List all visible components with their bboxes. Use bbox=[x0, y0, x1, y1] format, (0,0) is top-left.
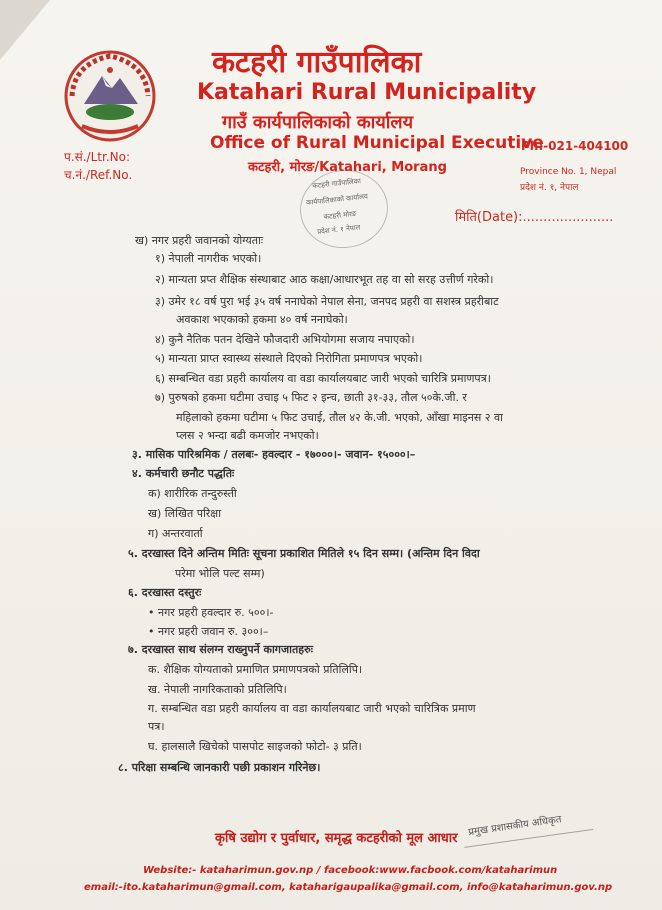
municipality-name-nepali: कटहरी गाउँपालिका bbox=[212, 45, 422, 80]
kha-item: प्लस २ भन्दा बढी कमजोर नभएको। bbox=[176, 429, 319, 442]
kha-item: ३) उमेर १८ वर्ष पुरा भई ३५ वर्ष ननाघेको नेपाल सेना, जनपद प्रहरी वा सशस्त्र प्रहरीबाट bbox=[155, 295, 499, 308]
province-nepali: प्रदेश नं. १, नेपाल bbox=[520, 183, 579, 193]
phone-number: Ph:-021-404100 bbox=[521, 139, 629, 153]
office-address: कटहरी, मोरङ/Katahari, Morang bbox=[248, 160, 447, 175]
document-item: ग. सम्बन्धित वडा प्रहरी कार्यालय वा वडा कार्यालयबाट जारी भएको चारित्रिक प्रमाण bbox=[148, 702, 476, 715]
municipality-name-english: Katahari Rural Municipality bbox=[197, 80, 537, 105]
kha-item: ५) मान्यता प्राप्त स्वास्थ्य संस्थाले दिएको निरोगिता प्रमाणपत्र भएको। bbox=[155, 352, 423, 365]
deadline-line-2: परेमा भोलि पल्ट सम्म) bbox=[175, 567, 265, 580]
exam-note: ८. परिक्षा सम्बन्धि जानकारी पछी प्रकाशन गरिनेछ। bbox=[118, 761, 321, 774]
document-item: पत्र। bbox=[148, 720, 165, 733]
seal-line-2: कार्यपालिकाको कार्यालय bbox=[305, 192, 369, 207]
officer-stamp bbox=[461, 803, 593, 848]
documents-title: ७. दरखास्त साथ संलग्न राख्नुपर्ने कागजातहरुः bbox=[128, 643, 313, 656]
kha-item: ६) सम्बन्धित वडा प्रहरी कार्यालय वा वडा कार्यालयबाट जारी भएको चारित्रि प्रमाणपत्र। bbox=[155, 372, 491, 385]
footer-slogan: कृषि उद्योग र पुर्वाधार, समृद्ध कटहरीको मूल आधार bbox=[215, 831, 458, 846]
salary-line: ३. मासिक पारिश्रमिक / तलबः- हवल्दार - १७०००।- जवान- १५०००।– bbox=[132, 448, 416, 461]
officer-stamp-text: प्रमुख प्रशासकीय अधिकृत bbox=[467, 814, 563, 839]
document-item: घ. हालसालै खिचेको पासपोट साइजको फोटो- ३ प्रति। bbox=[148, 740, 362, 753]
selection-item: ख) लिखित परिक्षा bbox=[148, 507, 222, 520]
section-kha-title: ख) नगर प्रहरी जवानको योग्यताः bbox=[135, 234, 264, 247]
footer-email[interactable]: email:-ito.kataharimun@gmail.com, kataharigaupalika@gmail.com, info@kataharimun.gov.np bbox=[84, 882, 613, 893]
seal-line-4: प्रदेश नं. १ नेपाल bbox=[316, 223, 361, 236]
date-label: मिति(Date):...................... bbox=[455, 210, 614, 225]
selection-item: ग) अन्तरवार्ता bbox=[148, 527, 203, 540]
document-item: क. शैक्षिक योग्यताको प्रमाणित प्रमाणपत्रको प्रतिलिपि। bbox=[148, 663, 363, 676]
seal-line-1: कटहरी गाउँपालिका bbox=[312, 177, 362, 191]
kha-item: ४) कुनै नैतिक पतन देखिने फौजदारी अभियोगमा सजाय नपाएको। bbox=[155, 333, 415, 346]
office-name-nepali: गाउँ कार्यपालिकाको कार्यालय bbox=[222, 112, 414, 133]
selection-item: क) शारीरिक तन्दुरुस्ती bbox=[148, 487, 237, 500]
kha-item: अवकाश भएकाको हकमा ४० वर्ष ननाघेको। bbox=[176, 313, 348, 326]
footer-website[interactable]: Website:- kataharimun.gov.np / facebook:www.facbook.com/kataharimun bbox=[143, 865, 558, 876]
document-item: ख. नेपाली नागरिकताको प्रतिलिपि। bbox=[148, 683, 287, 696]
folded-corner bbox=[0, 0, 50, 60]
reference-number-label: च.नं./Ref.No. bbox=[64, 168, 133, 182]
fee-item: • नगर प्रहरी जवान रु. ३००।– bbox=[148, 625, 269, 638]
province-english: Province No. 1, Nepal bbox=[520, 167, 617, 177]
letter-number-label: प.सं./Ltr.No: bbox=[64, 150, 130, 164]
selection-title: ४. कर्मचारी छनौट पद्धतिः bbox=[132, 467, 235, 480]
fee-title: ६. दरखास्त दस्तुरः bbox=[128, 586, 202, 599]
kha-item: १) नेपाली नागरीक भएको। bbox=[155, 252, 262, 265]
kha-item: ७) पुरुषको हकमा घटीमा उचाइ ५ फिट २ इन्च, छाती ३१-३३, तौल ५०के.जी. र bbox=[155, 391, 467, 404]
kha-item: २) मान्यता प्रप्त शैक्षिक संस्थाबाट आठ कक्षा/आधारभूत तह वा सो सरह उत्तीर्ण गरेको। bbox=[155, 273, 494, 286]
office-name-english: Office of Rural Municipal Executive bbox=[210, 133, 544, 153]
office-seal bbox=[296, 166, 392, 253]
kha-item: महिलाको हकमा घटीमा ५ फिट उचाई, तौल ४२ के.जी. भएको, आँखा माइनस २ वा bbox=[176, 411, 503, 424]
fee-item: • नगर प्रहरी हवल्दार रु. ५००।- bbox=[148, 606, 274, 619]
nepal-emblem-icon bbox=[62, 48, 158, 144]
deadline-line-1: ५. दरखास्त दिने अन्तिम मितिः सूचना प्रकाशित मितिले १५ दिन सम्म। (अन्तिम दिन विदा bbox=[128, 547, 480, 560]
seal-line-3: कटहरी मोरङ bbox=[323, 209, 357, 222]
